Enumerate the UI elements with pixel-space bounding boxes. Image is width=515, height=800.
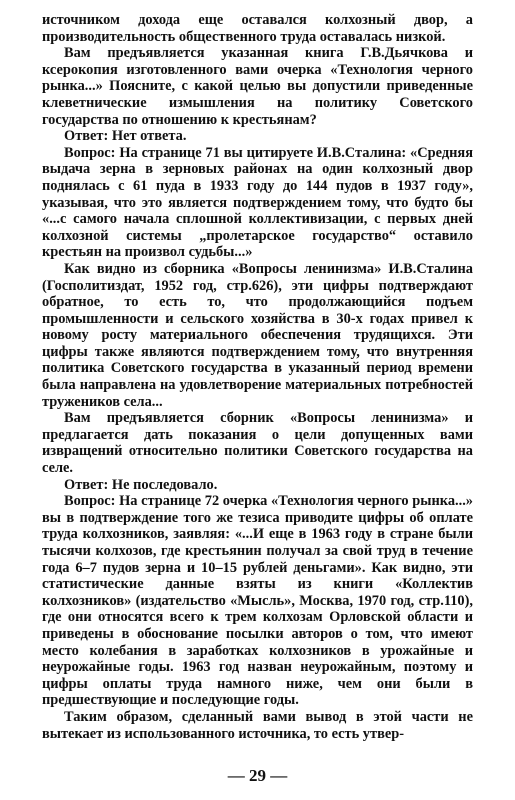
paragraph-3-text: Нет ответа.	[111, 128, 187, 145]
paragraph-8-text: На странице 72 очерка «Технология черного рынка...» вы в подтверждение того же тезиса приводите цифры об оплате труда колхозников, заявляя: «...И еще в 1963 году в стране были тысячи колхозов, где крестьянин получал за свой труд в течение года 6–7 пудов зерна и 10–15 рублей деньгами». Как видно, эти статистические данные взяты из книги «Коллектив колхозников» (издательство «Мысль», Москва, 1970 год, стр.110), где они относятся всего к трем колхозам Орловской области и приведены в обоснование посылки авторов о том, что имеют место колебания в заработках колхозников в урожайные и неурожайные годы. 1963 год назван неурожайным, поэтому и цифры оплаты труда намного ниже, чем они были в предшествующие и последующие годы.	[42, 493, 474, 709]
paragraph-5-text: Как видно из сборника «Вопросы ленинизма» И.В.Сталина (Госполитиздат, 1952 год, стр.626), эти цифры подтверждают обратное, то есть то, что продолжающийся подъем промышленности и сельского хозяйства в 30-х годах привел к новому росту материального обеспечения трудящихся. Эти цифры также являются подтверждением тому, что внутренняя политика Советского государства в указанный период времени была направлена на удовлетворение материальных потребностей тружеников села...	[42, 260, 473, 410]
answer-label: Ответ:	[64, 476, 109, 493]
paragraph-9	[42, 709, 473, 742]
paragraph-7-text: Не последовало.	[111, 476, 218, 493]
answer-label: Ответ:	[64, 128, 109, 145]
paragraph-8-question	[42, 493, 473, 709]
paragraph-3-answer	[42, 128, 473, 145]
paragraph-6	[42, 410, 473, 476]
paragraph-2-text: Вам предъявляется указанная книга Г.В.Дьячкова и ксерокопия изготовленного вами очерка «Технология черного рынка...» Поясните, с какой целью вы допустили приведенные клеветнические измышления на политику Советского государства по отношению к крестьянам?	[42, 45, 473, 128]
page-number: — 29 —	[227, 766, 288, 785]
paragraph-4-text: На странице 71 вы цитируете И.В.Сталина: «Средняя выдача зерна в зерновых районах на один колхозный двор поднялась с 61 пуда в 1933 году до 144 пудов в 1937 году», указывая, что это является подтверждением тому, что будто бы «...с самого начала сплошной коллективизации, с первых дней колхозной системы „пролетарское государство“ оставило крестьян на произвол судьбы...»	[42, 144, 473, 261]
paragraph-2	[42, 45, 473, 128]
question-label: Вопрос:	[64, 144, 116, 161]
paragraph-7-answer	[42, 477, 473, 494]
document-page	[42, 12, 473, 742]
paragraph-9-text: Таким образом, сделанный вами вывод в этой части не вытекает из использованного источника, то есть утвер-	[42, 708, 473, 742]
paragraph-5	[42, 261, 473, 410]
paragraph-1-text: источником дохода еще оставался колхозный двор, а производительность общественного труда оставалась низкой.	[42, 12, 473, 45]
paragraph-4-question	[42, 145, 473, 261]
paragraph-1	[42, 12, 473, 45]
question-label: Вопрос:	[64, 493, 116, 510]
paragraph-6-text: Вам предъявляется сборник «Вопросы ленинизма» и предлагается дать показания о цели допущенных вами извращений относительно политики Советского государства на селе.	[42, 410, 473, 477]
